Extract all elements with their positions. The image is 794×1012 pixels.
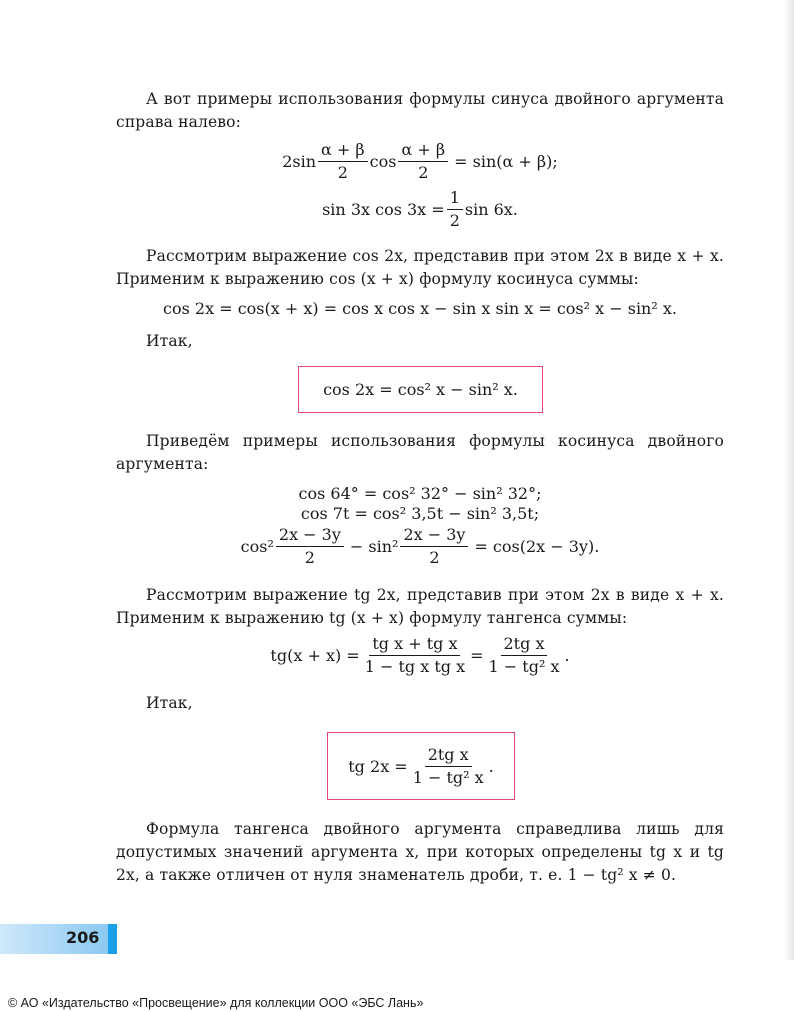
formula-sine-sum (116, 140, 724, 183)
formula-sin6x (116, 188, 724, 231)
fraction-numerator: 1 (447, 188, 463, 210)
paragraph-double-sine-examples: А вот примеры использования формулы синуса двойного аргумента справа налево: (116, 90, 724, 131)
fraction (362, 634, 468, 677)
fraction-denominator: 2 (449, 211, 460, 230)
formula-text: sin 3x cos 3x = (322, 199, 445, 219)
formula-text: sin 6x. (464, 199, 518, 219)
formula-text: cos (369, 151, 397, 171)
paragraph-itak: Итак, (146, 332, 193, 350)
paragraph-cos-double-examples: Приведём примеры использования формулы косинуса двойного аргумента: (116, 432, 724, 473)
formula-text: = sin(α + β); (454, 151, 558, 171)
fraction-numerator: α + β (398, 140, 448, 162)
formula-text: tg 2x = (348, 756, 408, 776)
formula-cos-2x-3y (116, 525, 724, 568)
formula-cos64 (116, 483, 724, 505)
formula-text: = cos(2x − 3y). (474, 536, 600, 556)
formula-text: cos 7t = cos² 3,5t − sin² 3,5t; (300, 504, 540, 523)
highlight-box-cos-double (298, 366, 543, 413)
fraction (276, 525, 344, 568)
paragraph-itak: Итак, (146, 694, 193, 712)
fraction-denominator: 1 − tg² x (412, 767, 484, 787)
highlight-box-tg-double (327, 732, 515, 800)
paragraph-cos2x-intro: Рассмотрим выражение cos 2x, представив при этом 2x в виде x + x. Применим к выражению cos (x + x) формулу косинуса суммы: (116, 247, 724, 288)
formula-text: . (488, 756, 494, 776)
fraction-denominator: 2 (337, 163, 348, 182)
fraction-denominator: 2 (418, 163, 429, 182)
paragraph-tg2x-intro: Рассмотрим выражение tg 2x, представив при этом 2x в виде x + x. Применим к выражению tg (x + x) формулу тангенса суммы: (116, 586, 724, 627)
fraction (486, 634, 563, 677)
fraction-denominator: 2 (429, 548, 440, 567)
formula-text: cos 64° = cos² 32° − sin² 32°; (298, 484, 542, 503)
formula-text: = (470, 645, 484, 665)
fraction-denominator: 2 (304, 548, 315, 567)
formula-cos7t (116, 503, 724, 525)
fraction-denominator: 1 − tg x tg x (364, 657, 466, 676)
formula-cos-double: cos 2x = cos² x − sin² x. (323, 380, 518, 399)
formula-text: . (564, 645, 570, 665)
fraction-numerator: 2x − 3y (400, 525, 468, 547)
formula-text: cos² (240, 536, 274, 556)
formula-text: − sin² (349, 536, 399, 556)
formula-text: 2sin (282, 151, 317, 171)
copyright-footer: © АО «Издательство «Просвещение» для коллекции ООО «ЭБС Лань» (8, 996, 424, 1010)
fraction (318, 140, 368, 183)
fraction (410, 745, 487, 788)
fraction (398, 140, 448, 183)
page-edge-shade (784, 0, 794, 960)
fraction-numerator: α + β (318, 140, 368, 162)
formula-text: tg(x + x) = (270, 645, 360, 665)
page-number: 206 (66, 928, 100, 947)
fraction-numerator: tg x + tg x (369, 634, 460, 656)
paragraph-tg-double-validity: Формула тангенса двойного аргумента справедлива лишь для допустимых значений аргумента x, при которых определены tg x и tg 2x, а также отличен от нуля знаменатель дроби, т. е. 1 − tg² x ≠ 0. (116, 820, 724, 884)
fraction-numerator: 2x − 3y (276, 525, 344, 547)
fraction-numerator: 2tg x (425, 745, 472, 767)
fraction-denominator: 1 − tg² x (488, 657, 560, 676)
formula-text: cos 2x = cos(x + x) = cos x cos x − sin x sin x = cos² x − sin² x. (163, 299, 677, 318)
fraction-numerator: 2tg x (501, 634, 548, 656)
page-number-tab (108, 924, 117, 954)
fraction (447, 188, 463, 231)
fraction (400, 525, 468, 568)
formula-cos-sum-expansion (116, 298, 724, 320)
formula-tg-sum (116, 634, 724, 677)
